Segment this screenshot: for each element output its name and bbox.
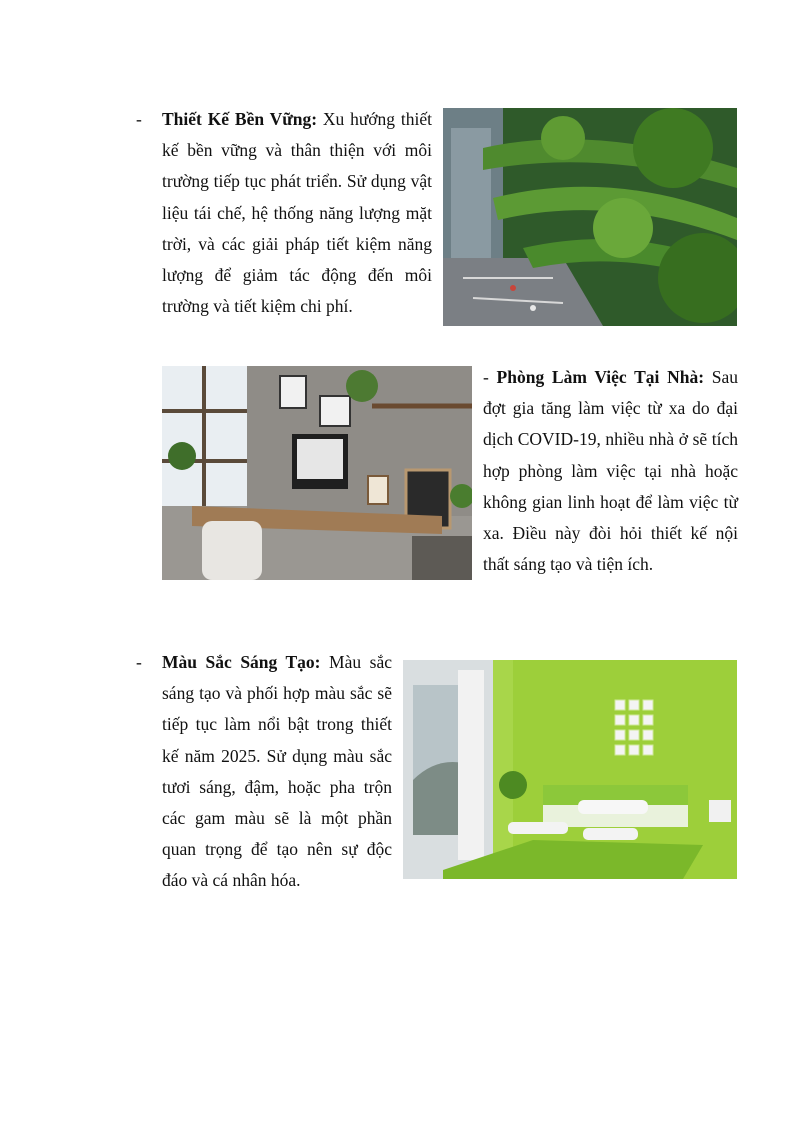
section-heading: Phòng Làm Việc Tại Nhà: [496,367,705,387]
home-office-desk-image [162,366,472,580]
section-body: Màu sắc sáng tạo và phối hợp màu sắc sẽ tiếp tục làm nổi bật trong thiết kế năm 2025. Sử dụng màu sắc tươi sáng, đậm, hoặc pha trộn các gam màu sẽ là một phần quan trọng để tạo nên sự độc đáo và cá nhân hóa. [162,652,392,891]
section-body: Xu hướng thiết kế bền vững và thân thiện với môi trường tiếp tục phát triển. Sử dụng vật liệu tái chế, hệ thống năng lượng mặt trời, và các giải pháp tiết kiệm năng lượng để giảm tác động đến môi trường và tiết kiệm chi phí. [162,109,432,317]
section-creative-color [162,647,392,897]
bullet-dash-3: - [136,652,142,672]
section-sustainable-design [162,104,432,322]
green-bedroom-image [403,660,737,879]
green-building-terraces-image [443,108,737,326]
section-home-office [483,362,738,580]
section-body: Sau đợt gia tăng làm việc từ xa do đại dịch COVID-19, nhiều nhà ở sẽ tích hợp phòng làm việc tại nhà hoặc không gian linh hoạt để làm việc từ xa. Điều này đòi hỏi thiết kế nội thất sáng tạo và tiện ích. [483,367,739,575]
section-heading: Màu Sắc Sáng Tạo: [162,652,321,672]
section-heading: Thiết Kế Bền Vững: [162,109,318,129]
bullet-dash-2: - [483,367,497,387]
bullet-dash-1: - [136,109,142,129]
